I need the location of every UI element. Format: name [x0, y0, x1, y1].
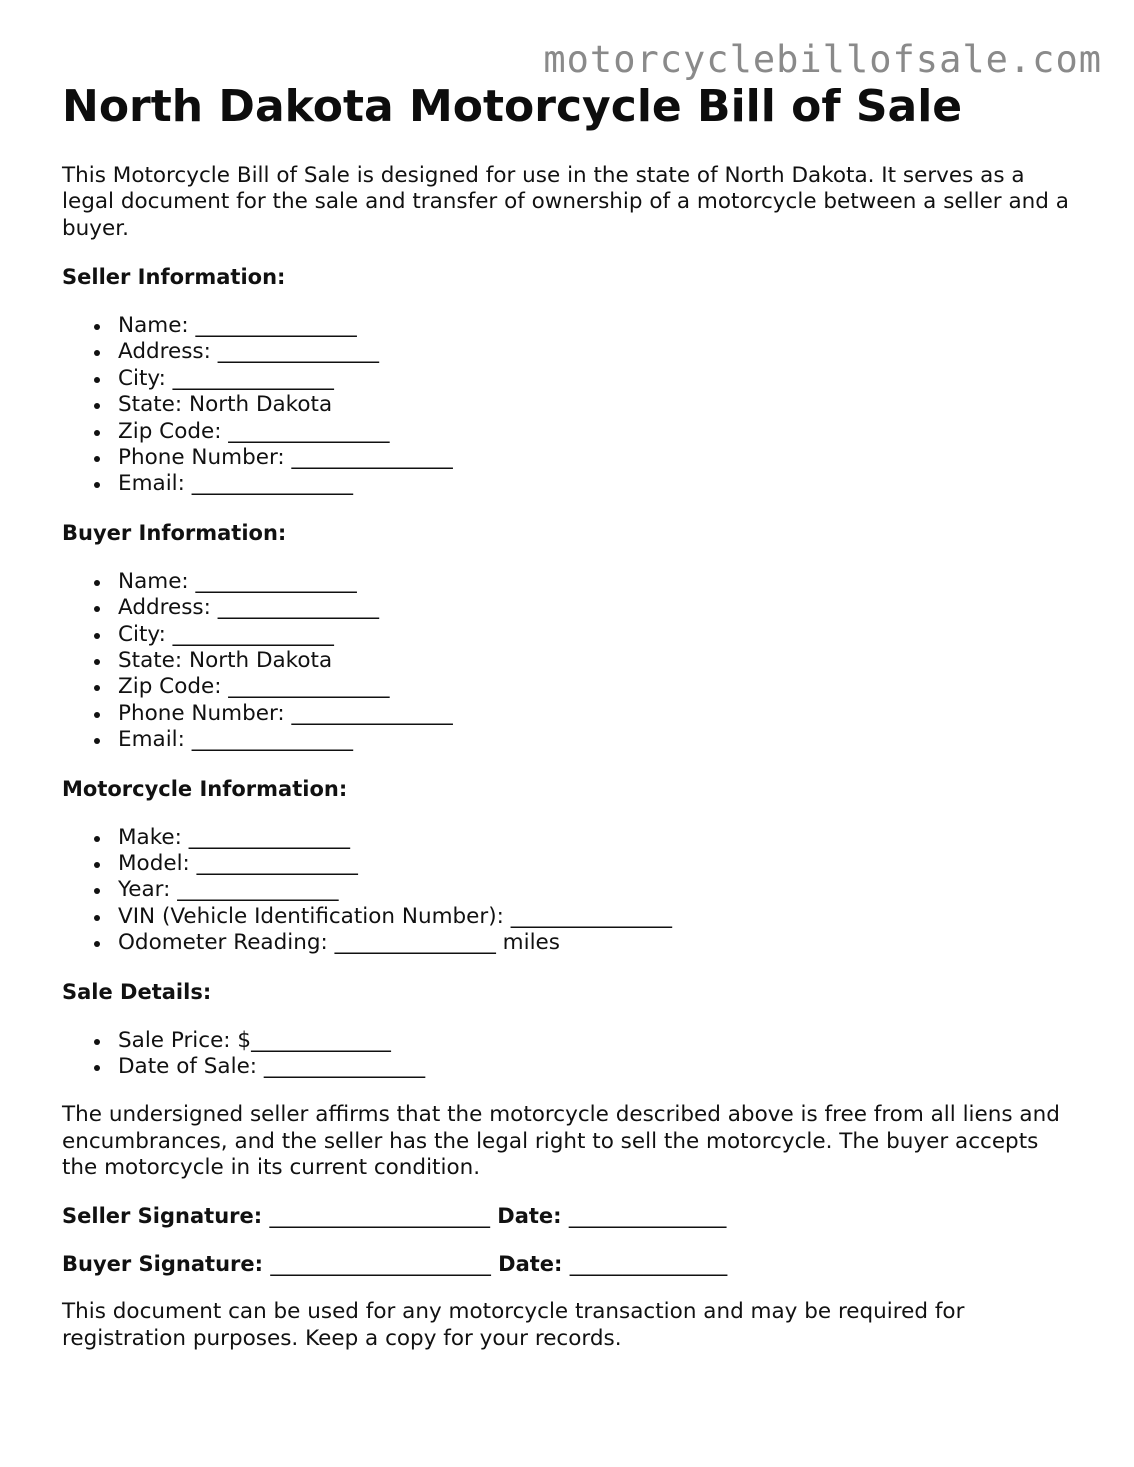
seller-signature-line: [62, 1203, 1072, 1229]
intro-paragraph: This Motorcycle Bill of Sale is designed for use in the state of North Dakota. It serves as a legal document for the sale and transfer of ownership of a motorcycle between a seller and a buyer.: [62, 163, 1069, 241]
sale-price-field: Sale Price: $_____________: [118, 1028, 1072, 1054]
seller-field-list: [62, 313, 1072, 498]
seller-city-field: City: _______________: [118, 366, 1072, 392]
motorcycle-vin-field: VIN (Vehicle Identification Number): _______________: [118, 904, 1072, 930]
buyer-signature-label: Buyer Signature:: [62, 1252, 264, 1277]
sale-section-heading: Sale Details:: [62, 979, 212, 1004]
seller-date-blank: _______________: [568, 1204, 727, 1229]
buyer-phone-field: Phone Number: _______________: [118, 701, 1072, 727]
motorcycle-field-list: [62, 825, 1072, 957]
affirmation-paragraph: The undersigned seller affirms that the motorcycle described above is free from all liens and encumbrances, and the seller has the legal right to sell the motorcycle. The buyer accepts the motorcycle in its current condition.: [62, 1102, 1060, 1181]
document-title: North Dakota Motorcycle Bill of Sale: [62, 81, 963, 132]
buyer-date-label: Date:: [498, 1252, 563, 1277]
seller-zip-field: Zip Code: _______________: [118, 419, 1072, 445]
sale-field-list: [62, 1028, 1072, 1081]
buyer-signature-line: [62, 1251, 1072, 1277]
motorcycle-make-field: Make: _______________: [118, 825, 1072, 851]
motorcycle-model-field: Model: _______________: [118, 851, 1072, 877]
sale-date-field: Date of Sale: _______________: [118, 1054, 1072, 1080]
seller-email-field: Email: _______________: [118, 471, 1072, 497]
document-body: [62, 78, 1072, 1352]
buyer-state-field: State: North Dakota: [118, 648, 1072, 674]
motorcycle-section-heading: Motorcycle Information:: [62, 776, 348, 801]
buyer-section-heading: Buyer Information:: [62, 520, 287, 545]
buyer-date-blank: _______________: [569, 1252, 728, 1277]
buyer-city-field: City: _______________: [118, 622, 1072, 648]
seller-state-field: State: North Dakota: [118, 392, 1072, 418]
motorcycle-year-field: Year: _______________: [118, 877, 1072, 903]
seller-date-label: Date:: [497, 1204, 562, 1229]
buyer-field-list: [62, 569, 1072, 754]
seller-phone-field: Phone Number: _______________: [118, 445, 1072, 471]
motorcycle-odometer-field: Odometer Reading: _______________ miles: [118, 930, 1072, 956]
seller-name-field: Name: _______________: [118, 313, 1072, 339]
buyer-email-field: Email: _______________: [118, 727, 1072, 753]
buyer-zip-field: Zip Code: _______________: [118, 674, 1072, 700]
seller-signature-blank: _____________________: [269, 1204, 490, 1229]
seller-section-heading: Seller Information:: [62, 264, 286, 289]
buyer-name-field: Name: _______________: [118, 569, 1072, 595]
buyer-signature-blank: _____________________: [270, 1252, 491, 1277]
site-watermark: motorcyclebillofsale.com: [543, 38, 1102, 81]
buyer-address-field: Address: _______________: [118, 595, 1072, 621]
seller-address-field: Address: _______________: [118, 339, 1072, 365]
closing-paragraph: This document can be used for any motorcycle transaction and may be required for registration purposes. Keep a copy for your records.: [62, 1299, 965, 1351]
seller-signature-label: Seller Signature:: [62, 1204, 263, 1229]
